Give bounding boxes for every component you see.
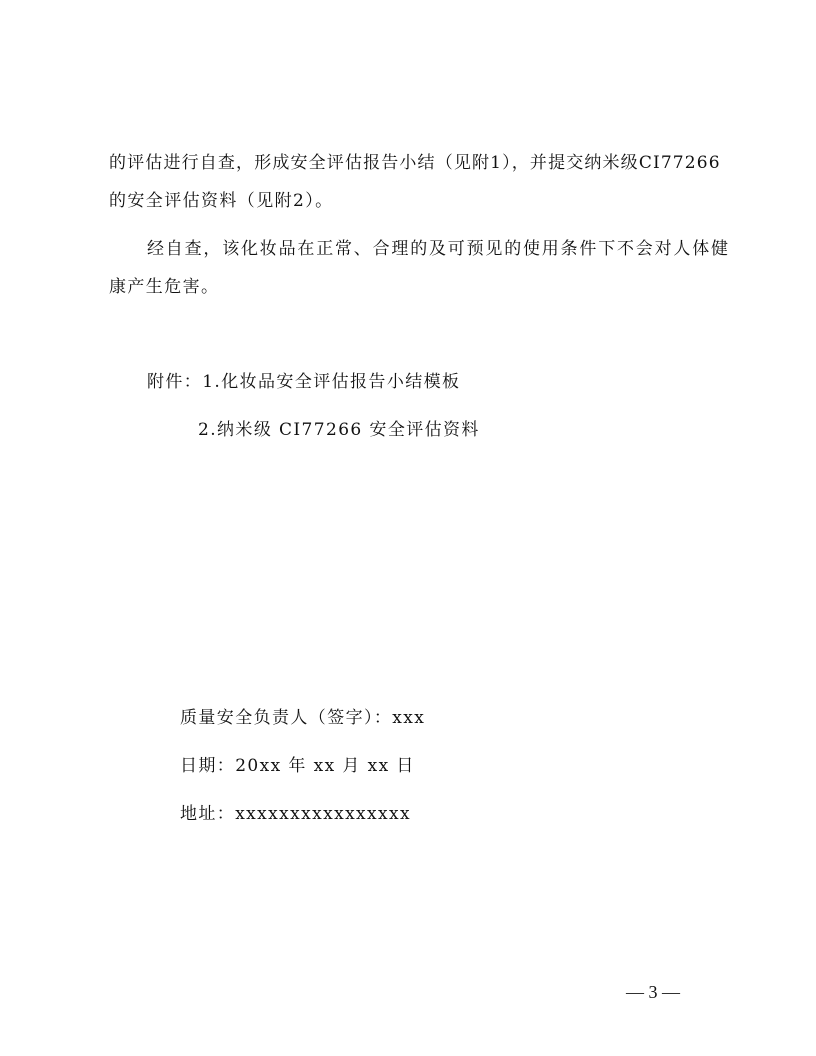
page-number: — 3 — bbox=[626, 982, 680, 1002]
signature-address: 地址：xxxxxxxxxxxxxxxx bbox=[180, 804, 411, 824]
signature-date: 日期：20xx 年 xx 月 xx 日 bbox=[180, 756, 415, 776]
paragraph1-line2: 的安全评估资料（见附2）。 bbox=[109, 191, 334, 211]
attachment-item-1: 附件：1.化妆品安全评估报告小结模板 bbox=[147, 372, 461, 392]
attachment-item-2: 2.纳米级 CI77266 安全评估资料 bbox=[198, 420, 480, 440]
paragraph2-line2: 康产生危害。 bbox=[109, 277, 220, 297]
paragraph1-line1: 的评估进行自查，形成安全评估报告小结（见附1），并提交纳米级CI77266 bbox=[109, 153, 721, 173]
responsible-person-signature: 质量安全负责人（签字）：xxx bbox=[180, 708, 426, 728]
paragraph2-line1: 经自查，该化妆品在正常、合理的及可预见的使用条件下不会对人体健 bbox=[147, 239, 730, 259]
